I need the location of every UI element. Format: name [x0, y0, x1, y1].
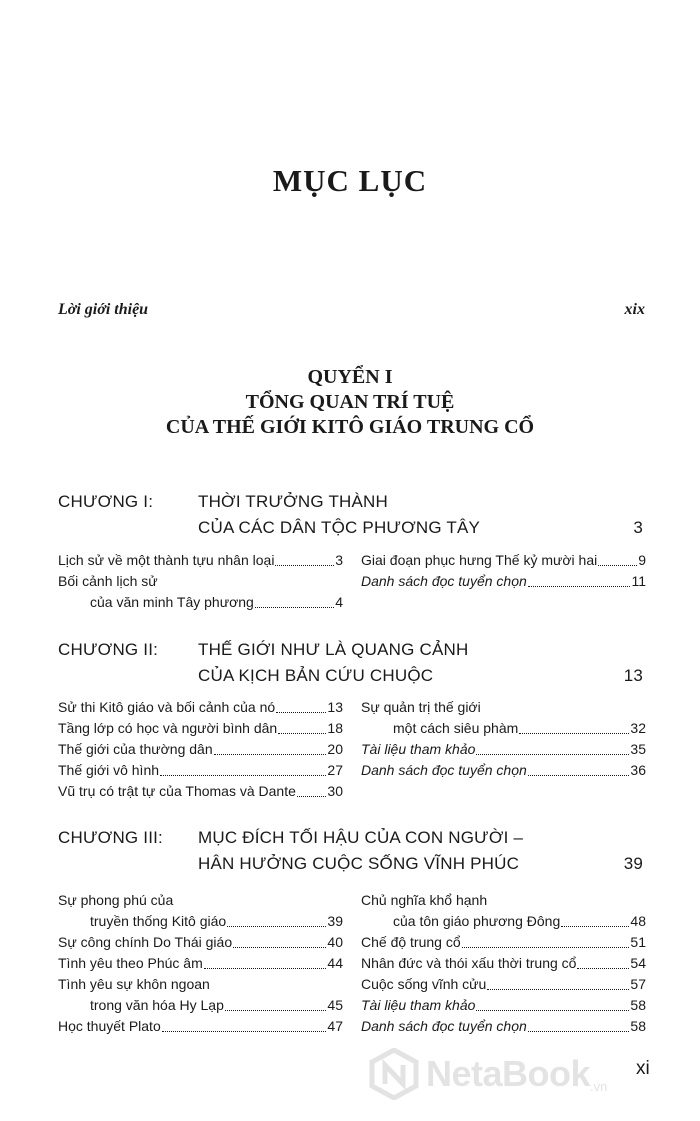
entry-text: Thế giới vô hình: [58, 762, 160, 778]
entry-text: Tầng lớp có học và người bình dân: [58, 720, 278, 736]
leader-dots: [476, 1009, 629, 1011]
book-title-line-2: CỦA THẾ GIỚI KITÔ GIÁO TRUNG CỔ: [165, 416, 535, 438]
toc-entry[interactable]: [361, 953, 646, 974]
entry-page: 36: [630, 762, 646, 778]
toc-entry[interactable]: [58, 760, 343, 781]
entry-page: 30: [327, 783, 343, 799]
chapter-label: CHƯƠNG III:: [58, 828, 163, 847]
intro-page: xix: [624, 301, 645, 318]
entry-page: 51: [630, 934, 646, 950]
entry-text: Sự phong phú của: [58, 892, 174, 908]
leader-dots: [561, 925, 629, 927]
leader-dots: [598, 564, 637, 566]
toc-entry[interactable]: [361, 995, 646, 1016]
chapter-2-heading[interactable]: [58, 637, 648, 693]
netabook-logo-icon: [368, 1048, 420, 1100]
toc-entry[interactable]: [361, 911, 646, 932]
entry-page: 47: [327, 1018, 343, 1034]
entry-page: 11: [631, 573, 646, 589]
entry-text: Danh sách đọc tuyển chọn: [361, 762, 527, 778]
chapter-title: [198, 489, 480, 541]
leader-dots: [528, 1030, 630, 1032]
entry-page: 20: [327, 741, 343, 757]
leader-dots: [160, 774, 326, 776]
entry-page: 13: [327, 699, 343, 715]
page-number: xi: [636, 1058, 650, 1079]
toc-entry[interactable]: [361, 550, 646, 571]
entry-text: Học thuyết Plato: [58, 1018, 161, 1034]
entry-text: Bối cảnh lịch sử: [58, 573, 158, 589]
toc-entry[interactable]: [58, 781, 343, 802]
leader-dots: [227, 925, 326, 927]
toc-entry[interactable]: [361, 718, 646, 739]
chapter-title-line: CỦA CÁC DÂN TỘC PHƯƠNG TÂY: [198, 518, 481, 537]
entry-text: Tài liệu tham khảo: [361, 741, 476, 757]
entry-page: 27: [327, 762, 343, 778]
leader-dots: [577, 967, 629, 969]
entry-text: Tài liệu tham khảo: [361, 997, 476, 1013]
toc-entry[interactable]: [361, 932, 646, 953]
leader-dots: [225, 1009, 327, 1011]
toc-entry[interactable]: [58, 718, 343, 739]
chapter-3-entries: [58, 890, 646, 1040]
toc-entry: [361, 890, 646, 911]
entry-page: 54: [630, 955, 646, 971]
leader-dots: [214, 753, 327, 755]
leader-dots: [278, 732, 326, 734]
leader-dots: [528, 774, 630, 776]
watermark: [368, 1048, 607, 1100]
entry-text: Sự công chính Do Thái giáo: [58, 934, 233, 950]
entry-page: 57: [630, 976, 646, 992]
leader-dots: [487, 988, 629, 990]
entry-page: 58: [630, 997, 646, 1013]
chapter-title-line: THẾ GIỚI NHƯ LÀ QUANG CẢNH: [198, 640, 469, 659]
chapter-2-entries: [58, 697, 646, 807]
chapter-label: CHƯƠNG I:: [58, 492, 154, 511]
chapter-1-heading[interactable]: [58, 489, 648, 545]
entry-page: 32: [630, 720, 646, 736]
toc-entry: [361, 697, 646, 718]
leader-dots: [276, 711, 326, 713]
entry-text: Lịch sử về một thành tựu nhân loại: [58, 552, 275, 568]
entry-page: 3: [335, 552, 343, 568]
leader-dots: [462, 946, 630, 948]
entry-text: trong văn hóa Hy Lạp: [90, 997, 224, 1013]
entry-text: Sử thi Kitô giáo và bối cảnh của nó: [58, 699, 276, 715]
leader-dots: [297, 795, 327, 797]
chapter-title: [198, 637, 468, 689]
entry-text: của tôn giáo phương Đông: [393, 913, 561, 929]
entry-page: 44: [327, 955, 343, 971]
toc-entry: [58, 890, 343, 911]
entry-text: của văn minh Tây phương: [90, 594, 254, 610]
chapter-3-heading[interactable]: [58, 825, 648, 881]
toc-entry[interactable]: [58, 1016, 343, 1037]
chapter-title-line: HÂN HƯỞNG CUỘC SỐNG VĨNH PHÚC: [198, 854, 520, 873]
toc-entry: [58, 571, 343, 592]
entry-page: 35: [630, 741, 646, 757]
intro-label: Lời giới thiệu: [58, 301, 149, 318]
toc-entry[interactable]: [361, 974, 646, 995]
book-title-line-1: TỔNG QUAN TRÍ TUỆ: [245, 391, 455, 413]
chapter-1-entries: [58, 550, 646, 620]
entry-text: Danh sách đọc tuyển chọn: [361, 1018, 527, 1034]
leader-dots: [204, 967, 327, 969]
entry-text: Tình yêu sự khôn ngoan: [58, 976, 210, 992]
leader-dots: [528, 585, 631, 587]
toc-entry[interactable]: [58, 739, 343, 760]
entry-text: Tình yêu theo Phúc âm: [58, 955, 203, 971]
entry-page: 4: [335, 594, 343, 610]
entry-text: Chế độ trung cổ: [361, 934, 461, 950]
watermark-suffix: .vn: [590, 1079, 608, 1094]
leader-dots: [162, 1030, 327, 1032]
entry-text: Sự quản trị thế giới: [361, 699, 481, 715]
toc-entry[interactable]: [361, 1016, 646, 1037]
leader-dots: [255, 606, 334, 608]
entry-page: 58: [630, 1018, 646, 1034]
toc-entry[interactable]: [58, 550, 343, 571]
entry-text: Chủ nghĩa khổ hạnh: [361, 892, 488, 908]
leader-dots: [519, 732, 629, 734]
entry-page: 48: [630, 913, 646, 929]
entry-page: 9: [638, 552, 646, 568]
entry-text: Danh sách đọc tuyển chọn: [361, 573, 527, 589]
toc-entry[interactable]: [58, 995, 343, 1016]
chapter-page: 13: [623, 666, 643, 685]
chapter-page: 39: [623, 854, 643, 873]
chapter-page: 3: [633, 518, 643, 537]
entry-text: Cuộc sống vĩnh cửu: [361, 976, 487, 992]
toc-entry[interactable]: [58, 953, 343, 974]
leader-dots: [233, 946, 326, 948]
chapter-title-line: MỤC ĐÍCH TỐI HẬU CỦA CON NGƯỜI –: [198, 828, 524, 847]
chapter-title-line: CỦA KỊCH BẢN CỨU CHUỘC: [198, 666, 434, 685]
leader-dots: [275, 564, 334, 566]
entry-page: 39: [327, 913, 343, 929]
toc-entry[interactable]: [361, 760, 646, 781]
chapter-title-line: THỜI TRƯỞNG THÀNH: [198, 492, 389, 511]
entry-page: 40: [327, 934, 343, 950]
intro-entry[interactable]: [58, 301, 645, 319]
leader-dots: [476, 753, 629, 755]
watermark-brand: NetaBook: [426, 1053, 591, 1094]
entry-text: một cách siêu phàm: [393, 720, 519, 736]
toc-entry[interactable]: [58, 911, 343, 932]
entry-text: Thế giới của thường dân: [58, 741, 213, 757]
toc-entry[interactable]: [58, 932, 343, 953]
book-heading: [0, 365, 700, 440]
entry-text: Vũ trụ có trật tự của Thomas và Dante: [58, 783, 296, 799]
toc-entry: [58, 974, 343, 995]
page-title: MỤC LỤC: [272, 163, 428, 198]
entry-text: Nhân đức và thói xấu thời trung cổ: [361, 955, 577, 971]
toc-entry[interactable]: [58, 592, 343, 613]
chapter-title: [198, 825, 523, 877]
toc-entry[interactable]: [361, 739, 646, 760]
toc-entry[interactable]: [58, 697, 343, 718]
entry-text: truyền thống Kitô giáo: [90, 913, 227, 929]
toc-entry[interactable]: [361, 571, 646, 592]
entry-page: 18: [327, 720, 343, 736]
entry-page: 45: [327, 997, 343, 1013]
entry-text: Giai đoạn phục hưng Thế kỷ mười hai: [361, 552, 598, 568]
book-number: QUYỂN I: [307, 366, 393, 388]
chapter-label: CHƯƠNG II:: [58, 640, 159, 659]
